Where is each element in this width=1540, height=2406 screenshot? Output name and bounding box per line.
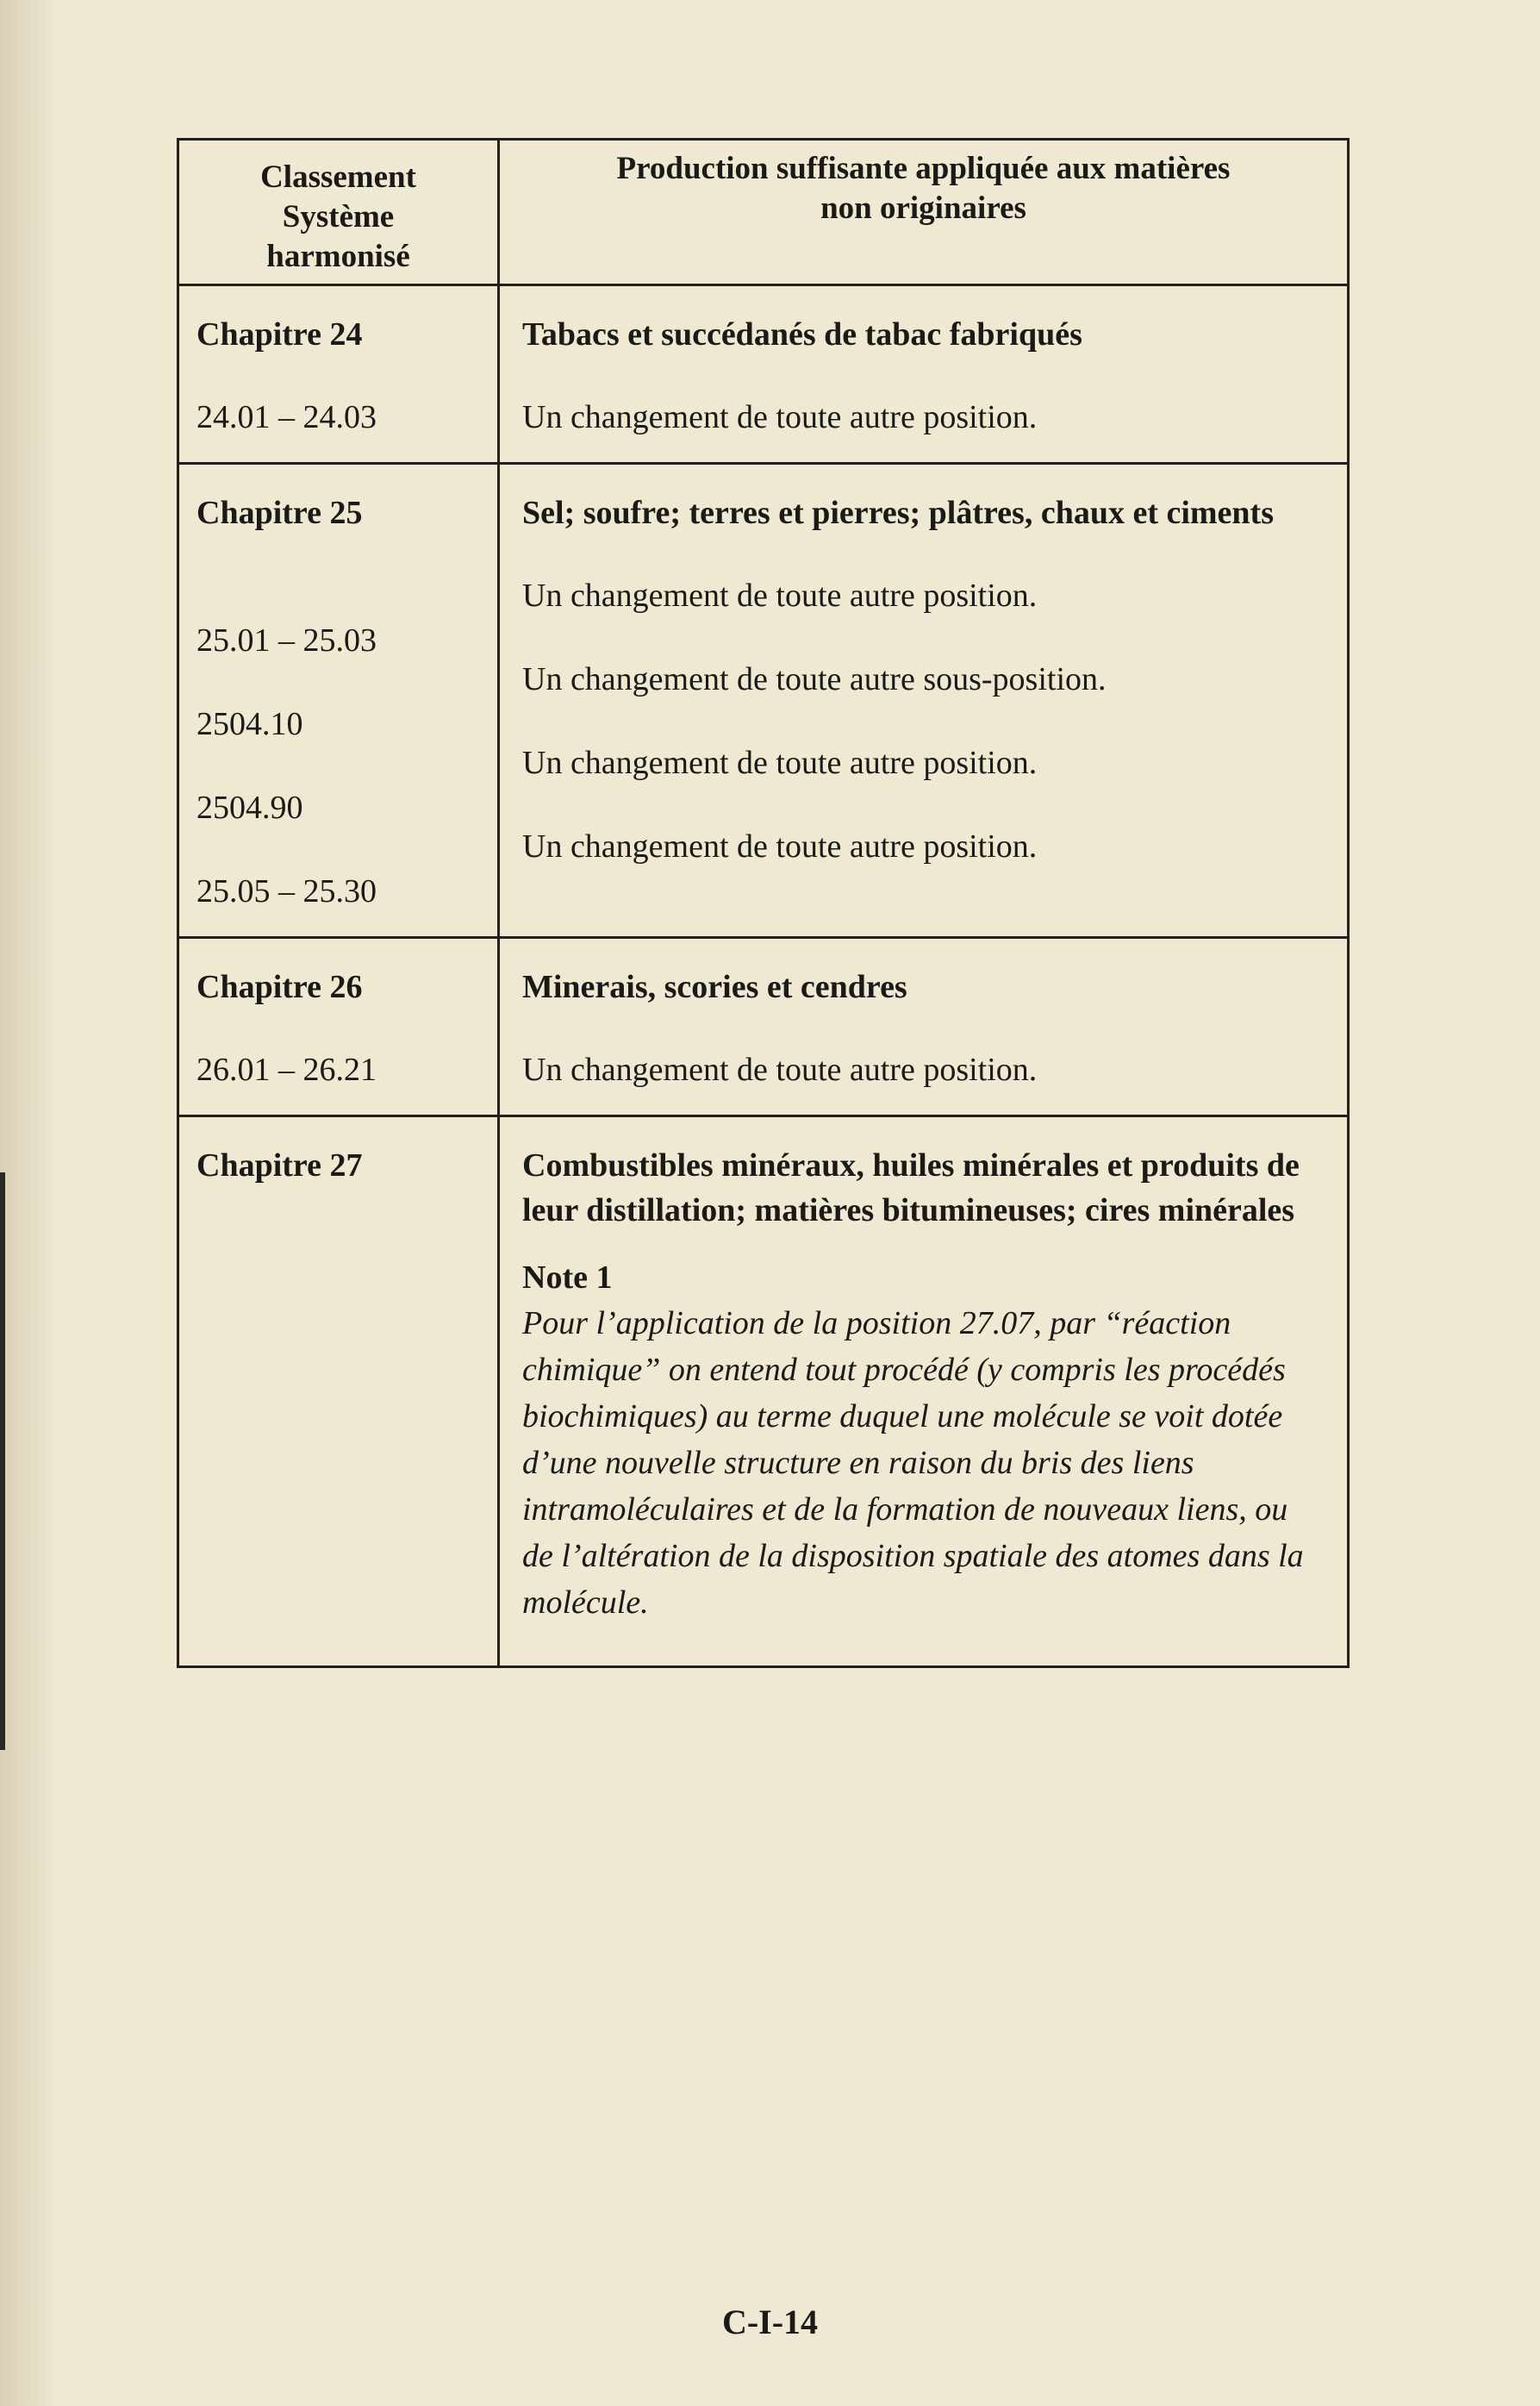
- hs-code: 25.05 – 25.30: [196, 873, 377, 909]
- header-classification-line: Système: [282, 199, 395, 234]
- code-cell: [178, 938, 499, 1116]
- chapter-section-24: [178, 285, 1349, 464]
- chapter-title: Chapitre 25: [196, 495, 363, 531]
- origin-rule: Un changement de toute autre position.: [522, 828, 1038, 865]
- rule-cell: [499, 285, 1349, 464]
- rule-cell: [499, 938, 1349, 1116]
- gutter-line: [0, 1172, 5, 1750]
- chapter-description: Combustibles minéraux, huiles minérales et produits de leur distillation; matières bitumineuses; cires minérales: [522, 1147, 1300, 1228]
- hs-code: 2504.10: [196, 706, 303, 742]
- code-cell: [178, 285, 499, 464]
- header-production-rule: [499, 140, 1349, 285]
- chapter-title: Chapitre 27: [196, 1147, 363, 1184]
- page-binding-edge: [0, 0, 53, 2406]
- header-production-line: Production suffisante appliquée aux matières: [616, 151, 1231, 186]
- code-cell: [178, 1116, 499, 1667]
- rule-cell: [499, 464, 1349, 938]
- chapter-section-25: [178, 464, 1349, 938]
- chapter-description: Minerais, scories et cendres: [522, 969, 907, 1005]
- note-text: Pour l’application de la position 27.07, par “réaction chimique” on entend tout procédé (y compris les procédés biochimiques) au terme duquel une molécule se voit dotée d’une nouvelle structure en raison du bris des liens intramoléculaires et de la formation de nouveaux liens, ou de l’altération de la disposition spatiale des atomes dans la molécule.: [522, 1305, 1304, 1621]
- origin-rule: Un changement de toute autre position.: [522, 578, 1038, 614]
- origin-rule: Un changement de toute autre sous-position.: [522, 661, 1107, 697]
- hs-code: 2504.90: [196, 790, 303, 826]
- header-classification-line: Classement: [260, 159, 416, 195]
- note-heading: Note 1: [522, 1259, 613, 1296]
- hs-code: 24.01 – 24.03: [196, 399, 377, 435]
- chapter-description: Sel; soufre; terres et pierres; plâtres, chaux et ciments: [522, 495, 1274, 531]
- origin-rule: Un changement de toute autre position.: [522, 1052, 1038, 1088]
- rules-of-origin-table: [177, 138, 1350, 1668]
- origin-rule: Un changement de toute autre position.: [522, 399, 1038, 435]
- table-header-row: [178, 140, 1349, 285]
- chapter-title: Chapitre 24: [196, 316, 363, 353]
- header-production-line: non originaires: [820, 191, 1026, 226]
- chapter-section-27: [178, 1116, 1349, 1667]
- header-classification-line: harmonisé: [266, 239, 410, 274]
- hs-code: 25.01 – 25.03: [196, 622, 377, 659]
- hs-code: 26.01 – 26.21: [196, 1052, 377, 1088]
- page-number: C-I-14: [721, 2303, 819, 2341]
- code-cell: [178, 464, 499, 938]
- origin-rule: Un changement de toute autre position.: [522, 745, 1038, 781]
- rule-cell: [499, 1116, 1349, 1667]
- header-classification: [178, 140, 499, 285]
- chapter-description: Tabacs et succédanés de tabac fabriqués: [522, 316, 1082, 353]
- chapter-title: Chapitre 26: [196, 969, 363, 1005]
- chapter-section-26: [178, 938, 1349, 1116]
